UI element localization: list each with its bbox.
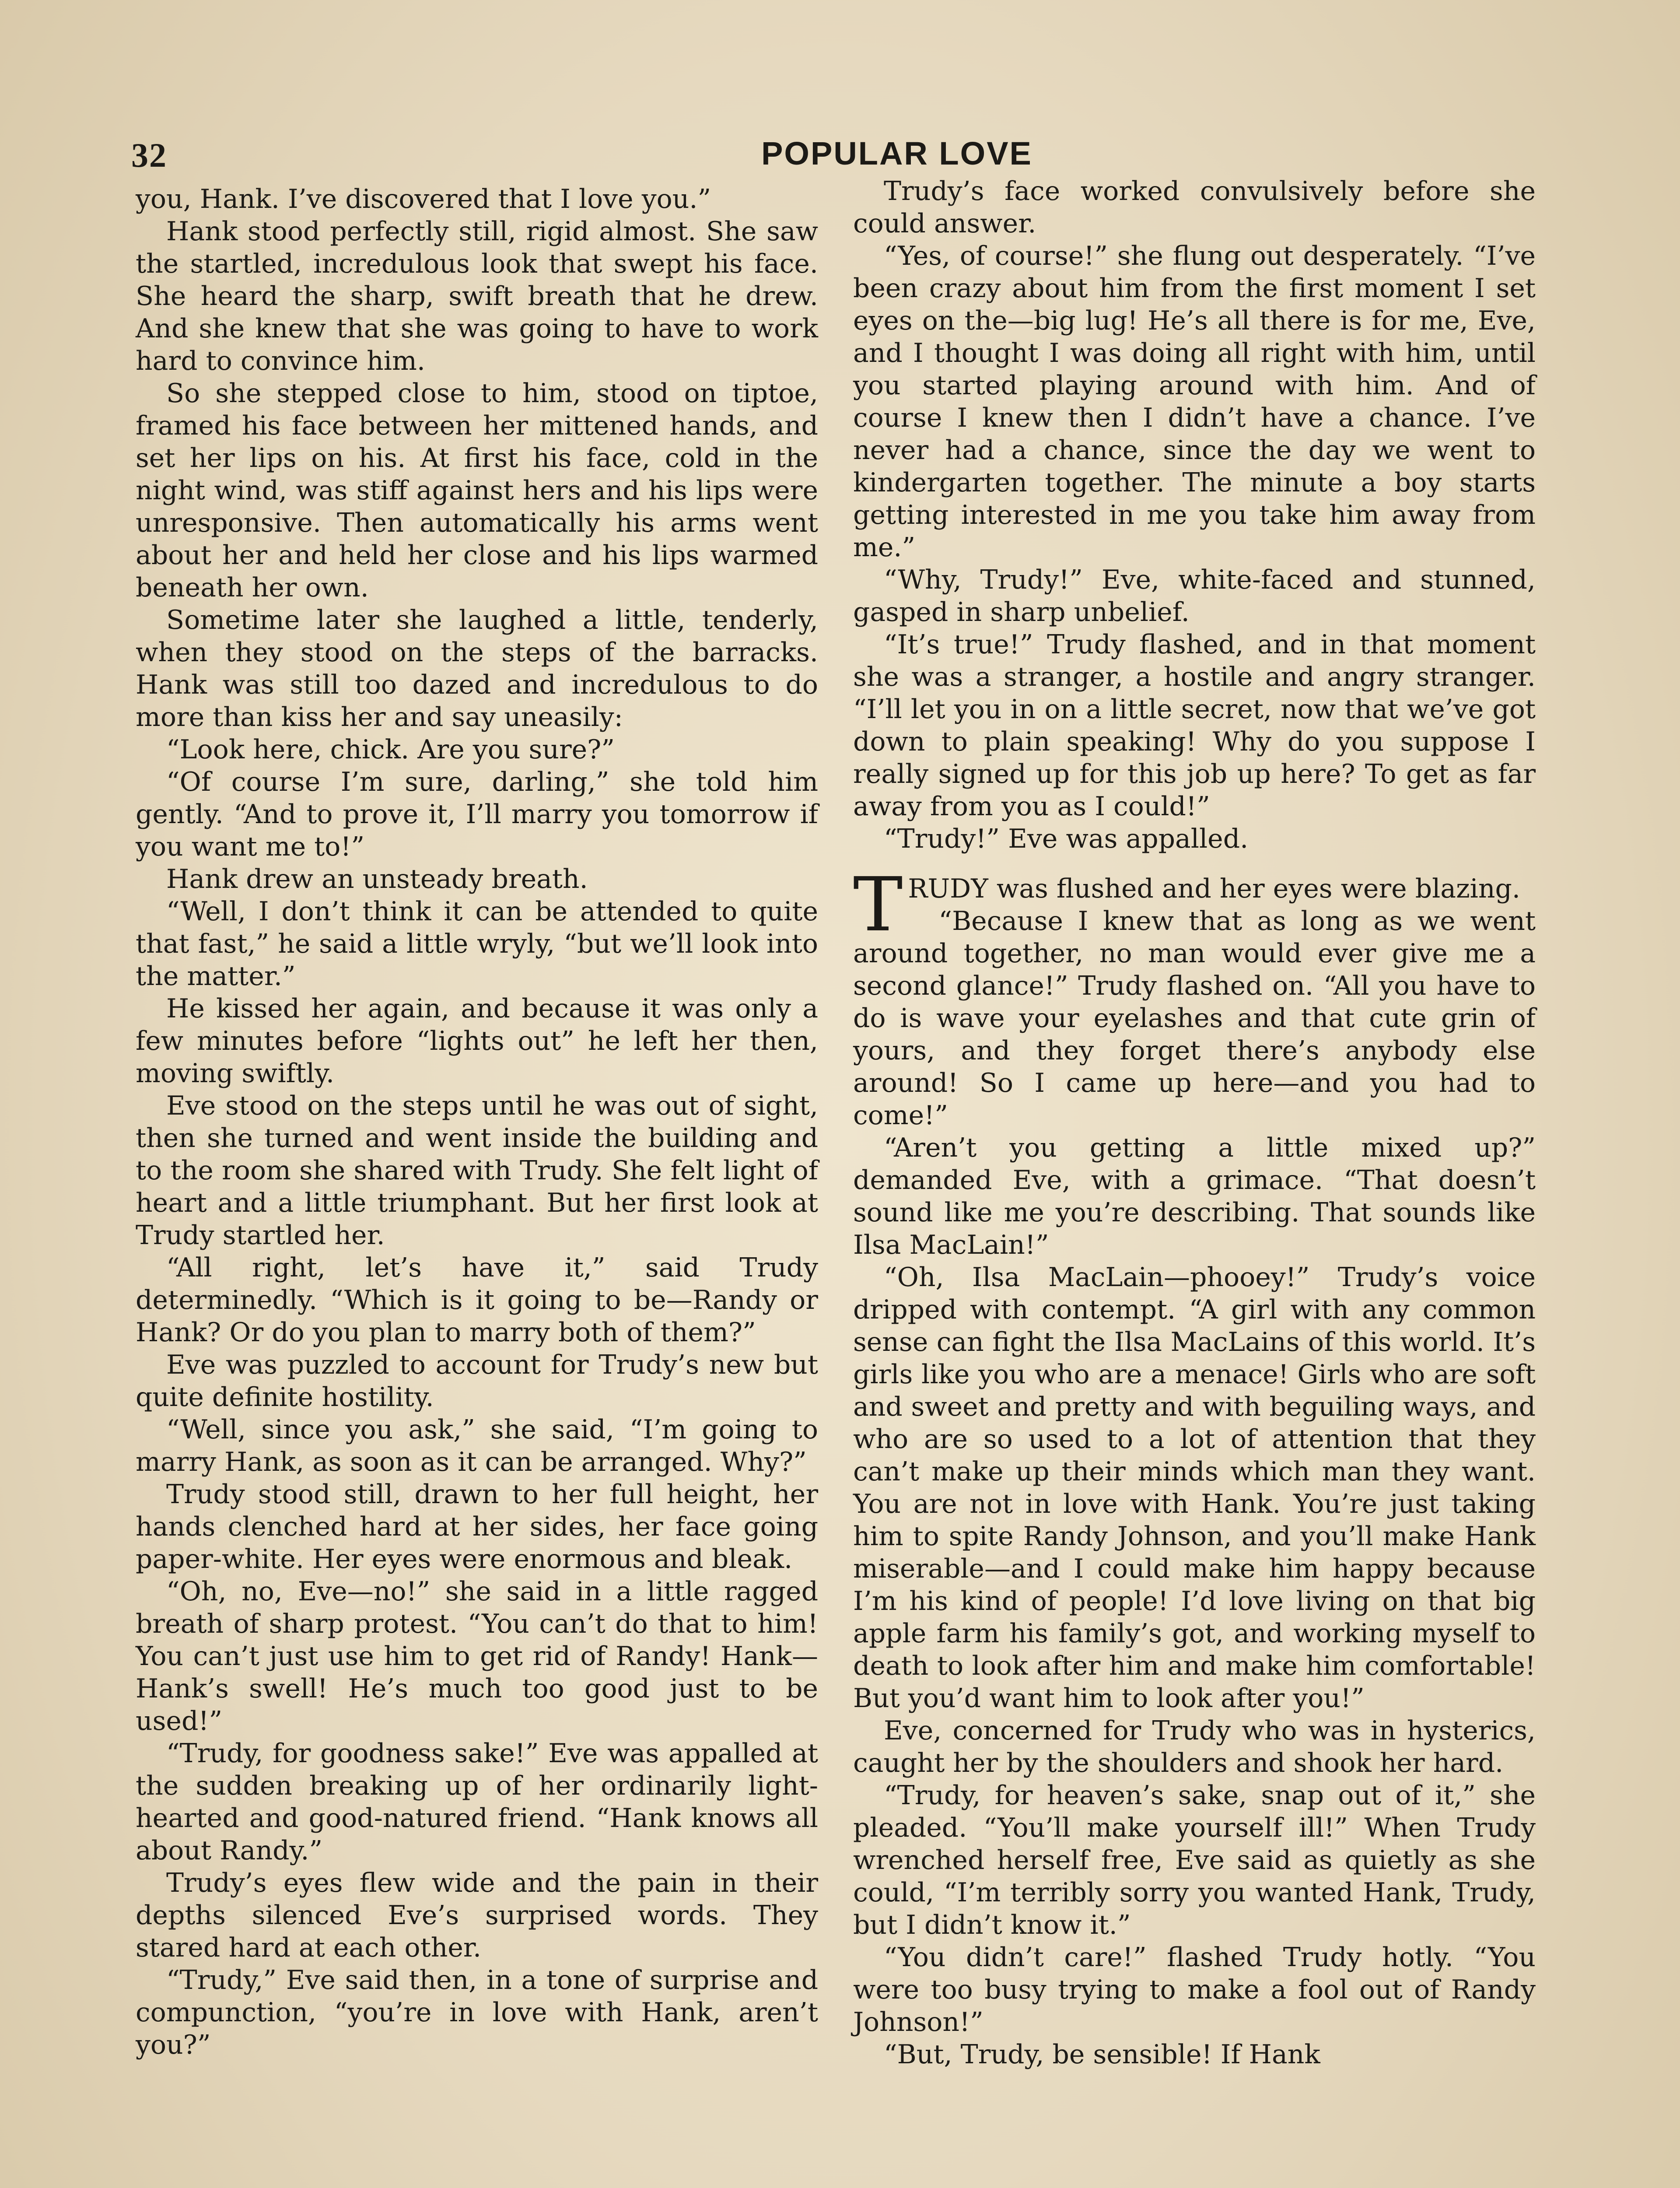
paragraph-text: Trudy’s eyes flew wide and the pain in their depths silenced Eve’s surprised words. They stared hard at each other.	[136, 1868, 818, 1963]
paragraph-text: “Trudy, for heaven’s sake, snap out of it,” she pleaded. “You’ll make yourself ill!” When Trudy wrenched herself free, Eve said as quietly as she could, “I’m terribly sorry you wanted Hank, Trudy, but I didn’t know it.”	[853, 1780, 1536, 1940]
paragraph	[853, 240, 1536, 564]
paragraph-text: “But, Trudy, be sensible! If Hank	[884, 2039, 1320, 2070]
paragraph-text: “Well, since you ask,” she said, “I’m going to marry Hank, as soon as it can be arranged. Why?”	[136, 1414, 818, 1477]
paragraph-text: “Trudy, for goodness sake!” Eve was appalled at the sudden breaking up of her ordinarily light-hearted and good-natured friend. “Hank knows all about Randy.”	[136, 1738, 818, 1866]
paragraph	[136, 1349, 818, 1413]
paragraph	[136, 377, 818, 604]
paragraph	[853, 1261, 1536, 1715]
paragraph-text: He kissed her again, and because it was only a few minutes before “lights out” he left her then, moving swiftly.	[136, 993, 818, 1089]
paragraph-text: Eve stood on the steps until he was out of sight, then she turned and went inside the building and to the room she shared with Trudy. She felt light of heart and a little triumphant. But her first look at Trudy startled her.	[136, 1090, 818, 1251]
paragraph	[136, 183, 818, 215]
paragraph-text: “Oh, Ilsa MacLain—phooey!” Trudy’s voice dripped with contempt. “A girl with any common sense can fight the Ilsa MacLains of this world. It’s girls like you who are a menace! Girls who are soft and sweet and pretty and with beguiling ways, and who are so used to a lot of attention that they can’t make up their minds which man they want. You are not in love with Hank. You’re just taking him to spite Randy Johnson, and you’ll make Hank miserable—and I could make him happy because I’m his kind of people! I’d love living on that big apple farm his family’s got, and working myself to death to look after him and make him comfortable! But you’d want him to look after you!”	[853, 1262, 1536, 1714]
paragraph-text: you, Hank. I’ve discovered that I love you.”	[136, 184, 711, 214]
paragraph-text: “Well, I don’t think it can be attended to quite that fast,” he said a little wryly, “but we’ll look into the matter.”	[136, 896, 818, 992]
paragraph	[136, 1413, 818, 1478]
paragraph	[853, 1132, 1536, 1261]
paragraph	[136, 895, 818, 992]
paragraph-text: So she stepped close to him, stood on tiptoe, framed his face between her mittened hands, and set her lips on his. At first his face, cold in the night wind, was stiff against hers and his lips were unresponsive. Then automatically his arms went about her and held her close and his lips warmed beneath her own.	[136, 378, 818, 603]
paragraph	[136, 1737, 818, 1867]
paragraph	[136, 863, 818, 895]
running-title: POPULAR LOVE	[761, 135, 1032, 172]
paragraph-text: “You didn’t care!” flashed Trudy hotly. “You were too busy trying to make a fool out of Randy Johnson!”	[853, 1942, 1536, 2037]
paragraph	[136, 766, 818, 863]
paragraph	[853, 1779, 1536, 1941]
paragraph	[136, 1090, 818, 1252]
paragraph	[853, 862, 1536, 948]
paragraph	[853, 2038, 1536, 2071]
paragraph	[136, 604, 818, 733]
paragraph	[853, 905, 1536, 1132]
paragraph	[136, 1867, 818, 1964]
right-text-column	[853, 175, 1536, 2071]
page-header	[131, 131, 1549, 179]
paragraph-text: “Because I knew that as long as we went around together, no man would ever give me a second glance!” Trudy flashed on. “All you have to do is wave your eyelashes and that cute grin of yours, and they forget there’s anybody else around! So I came up here—and you had to come!”	[853, 906, 1536, 1131]
paragraph	[136, 733, 818, 766]
paragraph-text: Sometime later she laughed a little, tenderly, when they stood on the steps of the barracks. Hank was still too dazed and incredulous to do more than kiss her and say uneasily:	[136, 605, 818, 733]
paragraph	[853, 175, 1536, 240]
paragraph-text: “Yes, of course!” she flung out desperately. “I’ve been crazy about him from the first moment I set eyes on the—big lug! He’s all there is for me, Eve, and I thought I was doing all right with him, until you started playing around with him. And of course I knew then I didn’t have a chance. I’ve never had a chance, since the day we went to kindergarten together. The minute a boy starts getting interested in me you take him away from me.”	[853, 241, 1536, 563]
paragraph	[136, 1964, 818, 2061]
paragraph	[853, 564, 1536, 628]
paragraph-text: “Oh, no, Eve—no!” she said in a little ragged breath of sharp protest. “You can’t do that to him! You can’t just use him to get rid of Randy! Hank—Hank’s swell! He’s much too good just to be used!”	[136, 1576, 818, 1736]
paragraph-text: “Trudy,” Eve said then, in a tone of surprise and compunction, “you’re in love with Hank, aren’t you?”	[136, 1965, 818, 2060]
paragraph-text: “All right, let’s have it,” said Trudy determinedly. “Which is it going to be—Randy or Hank? Or do you plan to marry both of them?”	[136, 1252, 818, 1348]
left-text-column	[136, 183, 818, 2061]
paragraph-text: RUDY was flushed and her eyes were blazing.	[908, 873, 1520, 904]
paragraph-text: Eve, concerned for Trudy who was in hysterics, caught her by the shoulders and shook her hard.	[853, 1715, 1536, 1778]
paragraph-text: “It’s true!” Trudy flashed, and in that moment she was a stranger, a hostile and angry stranger. “I’ll let you in on a little secret, now that we’ve got down to plain speaking! Why do you suppose I really signed up for this job up here? To get as far away from you as I could!”	[853, 629, 1536, 822]
paragraph	[136, 992, 818, 1090]
paragraph	[136, 215, 818, 377]
paragraph-text: “Aren’t you getting a little mixed up?” demanded Eve, with a grimace. “That doesn’t sound like me you’re describing. That sounds like Ilsa MacLain!”	[853, 1133, 1536, 1260]
paragraph	[853, 823, 1536, 855]
drop-cap: T	[853, 862, 903, 948]
paragraph-text: Hank stood perfectly still, rigid almost. She saw the startled, incredulous look that swept his face. She heard the sharp, swift breath that he drew. And she knew that she was going to have to work hard to convince him.	[136, 216, 818, 376]
paragraph	[853, 1715, 1536, 1779]
paragraph-text: “Trudy!” Eve was appalled.	[884, 824, 1249, 854]
paragraph	[136, 1478, 818, 1575]
paragraph-text: Hank drew an unsteady breath.	[166, 864, 588, 894]
paragraph-text: Eve was puzzled to account for Trudy’s new but quite definite hostility.	[136, 1350, 818, 1413]
paragraph-text: “Why, Trudy!” Eve, white-faced and stunned, gasped in sharp unbelief.	[853, 565, 1536, 628]
paragraph-text: “Look here, chick. Are you sure?”	[166, 734, 615, 765]
paragraph	[136, 1252, 818, 1349]
paragraph	[136, 1575, 818, 1737]
paragraph-text: Trudy’s face worked convulsively before she could answer.	[853, 176, 1536, 239]
paragraph	[853, 628, 1536, 823]
paragraph-text: “Of course I’m sure, darling,” she told him gently. “And to prove it, I’ll marry you tomorrow if you want me to!”	[136, 767, 818, 862]
paragraph-text: Trudy stood still, drawn to her full height, her hands clenched hard at her sides, her face going paper-white. Her eyes were enormous and bleak.	[136, 1479, 818, 1574]
paragraph	[853, 1941, 1536, 2038]
page-number: 32	[131, 136, 167, 174]
